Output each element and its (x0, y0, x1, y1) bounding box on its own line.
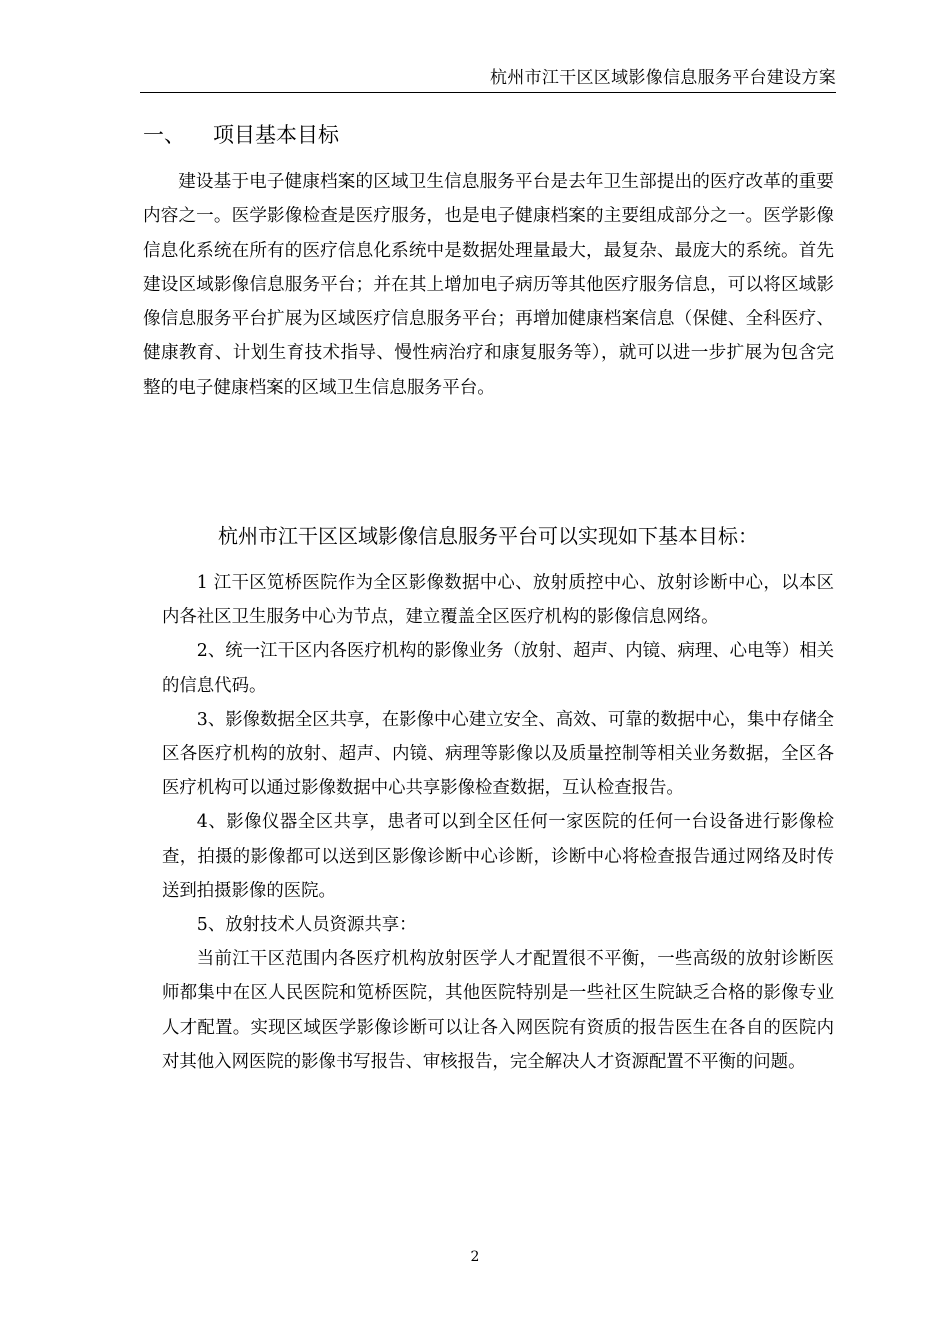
goal-item-5: 5、放射技术人员资源共享： (196, 915, 417, 936)
section-title: 项目基本目标 (213, 123, 339, 147)
intro-paragraph: 建设基于电子健康档案的区域卫生信息服务平台是去年卫生部提出的医疗改革的重要内容之一。医学影像检查是医疗服务，也是电子健康档案的主要组成部分之一。医学影像信息化系统在所有的医疗信息化系统中是数据处理量最大，最复杂、最庞大的系统。首先建设区域影像信息服务平台；并在其上增加电子病历等其他医疗服务信息，可以将区域影像信息服务平台扩展为区域医疗信息服务平台；再增加健康档案信息（保健、全科医疗、健康教育、计划生育技术指导、慢性病治疗和康复服务等），就可以进一步扩展为包含完整的电子健康档案的区域卫生信息服务平台。 (143, 172, 834, 398)
running-header: 杭州市江干区区域影像信息服务平台建设方案 (490, 68, 836, 88)
header-rule (140, 92, 836, 93)
page-number: 2 (470, 1249, 480, 1265)
goal-item-1: 1 江干区笕桥医院作为全区影像数据中心、放射质控中心、放射诊断中心，以本区内各社区卫生服务中心为节点，建立覆盖全区医疗机构的影像信息网络。 (162, 573, 834, 628)
goals-subtitle: 杭州市江干区区域影像信息服务平台可以实现如下基本目标： (218, 524, 758, 548)
goals-list (162, 566, 834, 1079)
goal-item-4: 4、影像仪器全区共享，患者可以到全区任何一家医院的任何一台设备进行影像检查，拍摄的影像都可以送到区影像诊断中心诊断，诊断中心将检查报告通过网络及时传送到拍摄影像的医院。 (162, 812, 834, 901)
goal-item-3: 3、影像数据全区共享，在影像中心建立安全、高效、可靠的数据中心，集中存储全区各医疗机构的放射、超声、内镜、病理等影像以及质量控制等相关业务数据，全区各医疗机构可以通过影像数据中心共享影像检查数据，互认检查报告。 (162, 709, 834, 799)
section-number: 一、 (143, 123, 185, 147)
goal-item-5-detail: 当前江干区范围内各医疗机构放射医学人才配置很不平衡，一些高级的放射诊断医师都集中在区人民医院和笕桥医院，其他医院特别是一些社区生院缺乏合格的影像专业人才配置。实现区域医学影像诊断可以让各入网医院有资质的报告医生在各自的医院内对其他入网医院的影像书写报告、审核报告，完全解决人才资源配置不平衡的问题。 (162, 949, 834, 1072)
section-heading (143, 121, 339, 149)
goal-item-2: 2、统一江干区内各医疗机构的影像业务（放射、超声、内镜、病理、心电等）相关的信息代码。 (162, 641, 834, 696)
